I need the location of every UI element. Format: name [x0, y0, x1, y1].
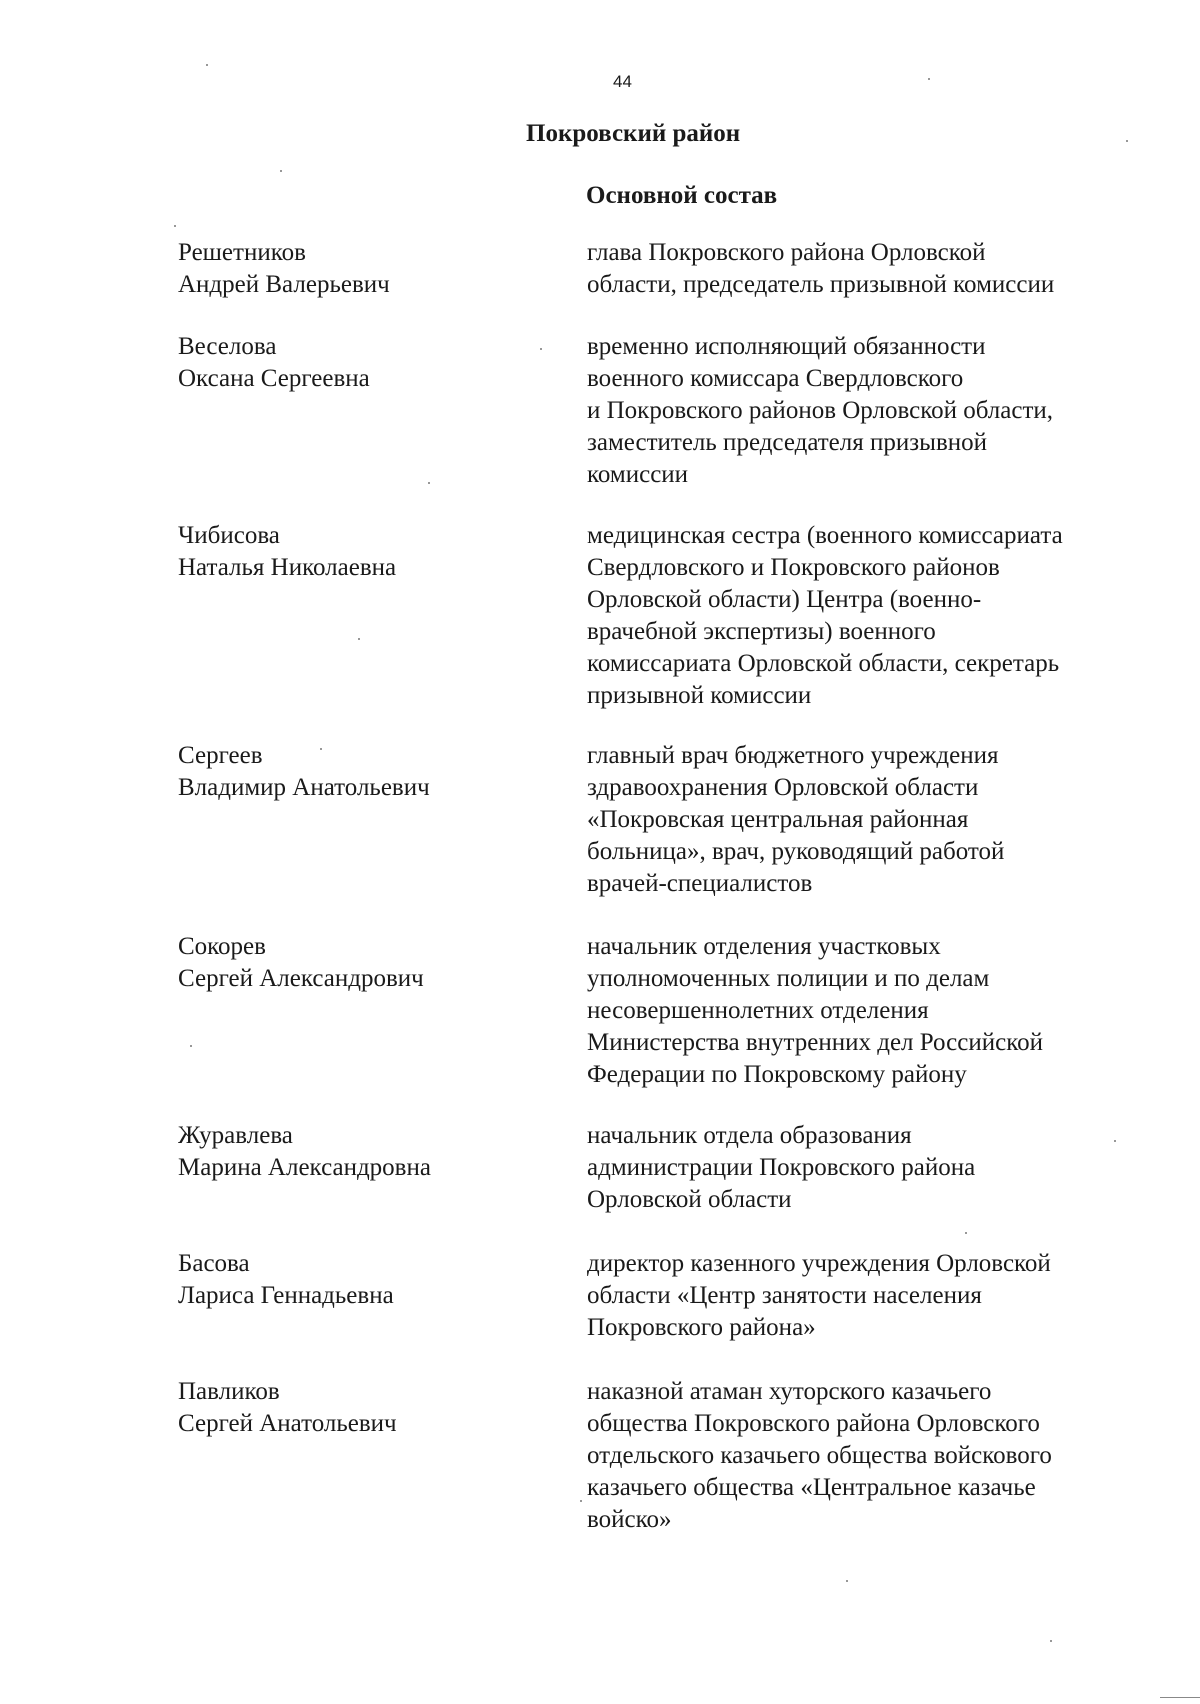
scan-speck: [1114, 1140, 1116, 1142]
member-surname: Сокорев: [178, 933, 266, 960]
member-role: начальник отделения участковых уполномоченных полиции и по делам несовершеннолетних отделения Министерства внутренних дел Российской Федерации по Покровскому району: [587, 933, 1043, 1088]
scan-speck: [1050, 1640, 1052, 1642]
scan-speck: [280, 170, 282, 172]
scan-speck: [206, 64, 208, 66]
scan-speck: [174, 225, 176, 227]
member-name: [178, 1248, 538, 1312]
member-given-name: Лариса Геннадьевна: [178, 1282, 394, 1309]
member-role: директор казенного учреждения Орловской области «Центр занятости населения Покровского района»: [587, 1250, 1051, 1341]
scan-speck: [320, 748, 322, 750]
member-role: наказной атаман хуторского казачьего общества Покровского района Орловского отдельского казачьего общества войскового казачьего общества «Центральное казачье войско»: [587, 1378, 1052, 1533]
page-number: 44: [613, 72, 632, 91]
scan-speck: [1126, 140, 1128, 142]
member-role: временно исполняющий обязанности военного комиссара Свердловского и Покровского районов Орловской области, заместитель председателя призывной комиссии: [587, 333, 1054, 488]
member-role: медицинская сестра (военного комиссариата Свердловского и Покровского районов Орловской области) Центра (военно- врачебной экспертизы) военного комиссариата Орловской области, секретарь призывной комиссии: [587, 522, 1063, 709]
scan-speck: [965, 1232, 967, 1234]
member-given-name: Оксана Сергеевна: [178, 365, 370, 392]
scan-edge-mark: [1160, 1697, 1200, 1698]
member-surname: Сергеев: [178, 742, 263, 769]
member-given-name: Марина Александровна: [178, 1154, 431, 1181]
member-name: [178, 1376, 538, 1440]
member-name: [178, 740, 538, 804]
member-given-name: Наталья Николаевна: [178, 554, 397, 581]
member-given-name: Сергей Александрович: [178, 965, 424, 992]
member-role: глава Покровского района Орловской области, председатель призывной комиссии: [587, 239, 1055, 298]
member-name: [178, 931, 538, 995]
member-role: начальник отдела образования администрации Покровского района Орловской области: [587, 1122, 976, 1213]
scan-speck: [928, 78, 930, 80]
scan-speck: [358, 638, 360, 640]
member-name: [178, 1120, 538, 1184]
member-surname: Чибисова: [178, 522, 280, 549]
member-name: [178, 331, 538, 395]
scan-speck: [428, 482, 430, 484]
member-given-name: Владимир Анатольевич: [178, 774, 430, 801]
member-name: [178, 237, 538, 301]
district-title: Покровский район: [526, 120, 741, 147]
member-given-name: Андрей Валерьевич: [178, 271, 390, 298]
member-name: [178, 520, 538, 584]
member-given-name: Сергей Анатольевич: [178, 1410, 397, 1437]
member-surname: Решетников: [178, 239, 306, 266]
scan-speck: [540, 348, 542, 350]
member-role: главный врач бюджетного учреждения здравоохранения Орловской области «Покровская центральная районная больница», врач, руководящий работой врачей-специалистов: [587, 742, 1005, 897]
member-surname: Басова: [178, 1250, 250, 1277]
scan-speck: [580, 1500, 582, 1502]
member-surname: Журавлева: [178, 1122, 293, 1149]
scan-speck: [190, 1045, 192, 1047]
member-surname: Павликов: [178, 1378, 280, 1405]
scan-speck: [846, 1580, 848, 1582]
member-surname: Веселова: [178, 333, 277, 360]
section-title: Основной состав: [586, 182, 778, 209]
